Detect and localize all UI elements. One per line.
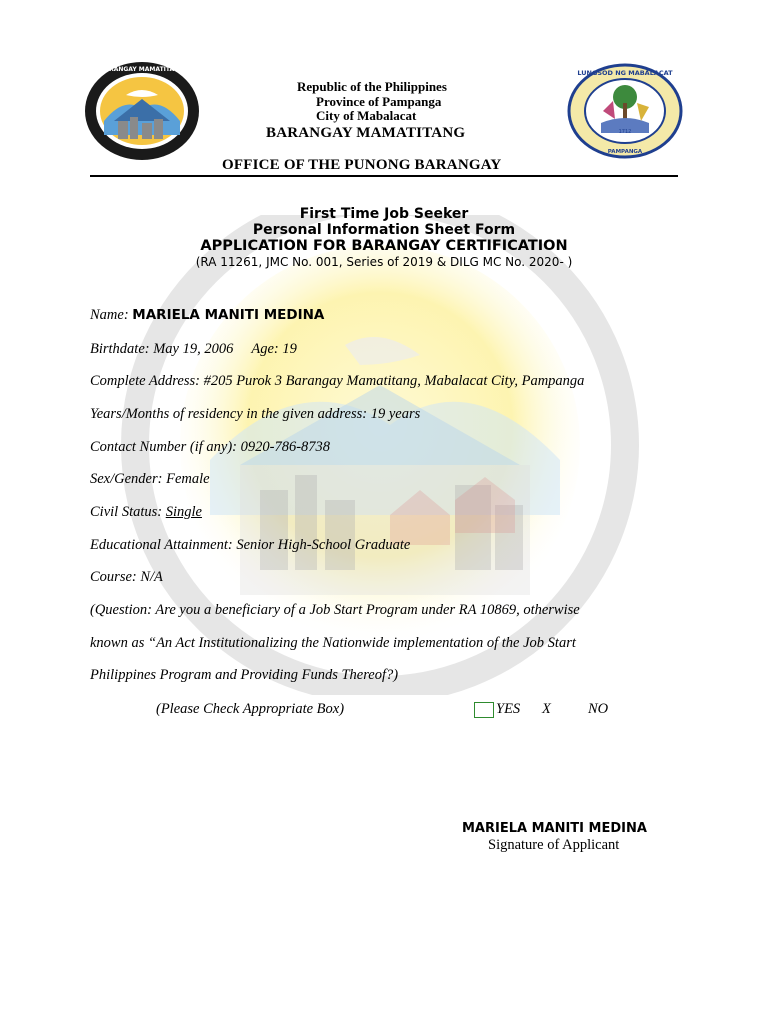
education-row: Educational Attainment: Senior High-School Graduate (90, 537, 411, 553)
no-check-mark: X (542, 701, 551, 717)
header-city: City of Mabalacat (316, 108, 417, 123)
name-row (90, 307, 324, 324)
residency-row: Years/Months of residency in the given address: 19 years (90, 406, 421, 422)
yes-checkbox[interactable] (474, 702, 494, 718)
civil-status-row (90, 504, 202, 521)
header-office: OFFICE OF THE PUNONG BARANGAY (222, 157, 502, 173)
civil-status-value: Single (165, 504, 202, 520)
form-title-2: Personal Information Sheet Form (252, 222, 516, 238)
no-label: NO (588, 701, 609, 717)
check-prompt: (Please Check Appropriate Box) (156, 701, 345, 717)
sex-row: Sex/Gender: Female (90, 471, 210, 487)
header-barangay: BARANGAY MAMATITANG (266, 125, 466, 141)
header-divider (90, 175, 678, 177)
yes-label: YES (496, 701, 521, 717)
form-title-1: First Time Job Seeker (299, 206, 469, 222)
name-value: MARIELA MANITI MEDINA (132, 307, 325, 323)
header-province: Province of Pampanga (316, 94, 442, 109)
course-row: Course: N/A (90, 569, 163, 585)
svg-text:BARANGAY MAMATITANG: BARANGAY MAMATITANG (99, 66, 185, 73)
name-label: Name: (90, 307, 129, 323)
svg-text:PAMPANGA: PAMPANGA (607, 149, 643, 155)
svg-text:LUNGSOD NG MABALACAT: LUNGSOD NG MABALACAT (577, 69, 673, 77)
age-text: Age: 19 (251, 341, 297, 357)
signature-name: MARIELA MANITI MEDINA (462, 821, 647, 836)
form-title-3: APPLICATION FOR BARANGAY CERTIFICATION (200, 238, 568, 254)
form-reference: (RA 11261, JMC No. 001, Series of 2019 & DILG MC No. 2020- ) (195, 255, 573, 269)
contact-row: Contact Number (if any): 0920-786-8738 (90, 439, 331, 455)
question-line-1: (Question: Are you a beneficiary of a Job Start Program under RA 10869, otherwise (90, 602, 580, 618)
header-republic: Republic of the Philippines (297, 79, 447, 94)
question-line-2: known as “An Act Institutionalizing the Nationwide implementation of the Job Start (90, 635, 576, 651)
birthdate-row (90, 341, 297, 358)
seal-year: 1712 (618, 129, 632, 135)
signature-caption: Signature of Applicant (488, 837, 620, 853)
birthdate-text: Birthdate: May 19, 2006 (90, 341, 234, 357)
civil-status-label: Civil Status: (90, 504, 163, 520)
city-seal-logo (567, 63, 683, 159)
barangay-seal-logo (84, 61, 200, 161)
address-row: Complete Address: #205 Purok 3 Barangay Mamatitang, Mabalacat City, Pampanga (90, 373, 585, 389)
question-line-3: Philippines Program and Providing Funds Thereof?) (90, 667, 399, 683)
